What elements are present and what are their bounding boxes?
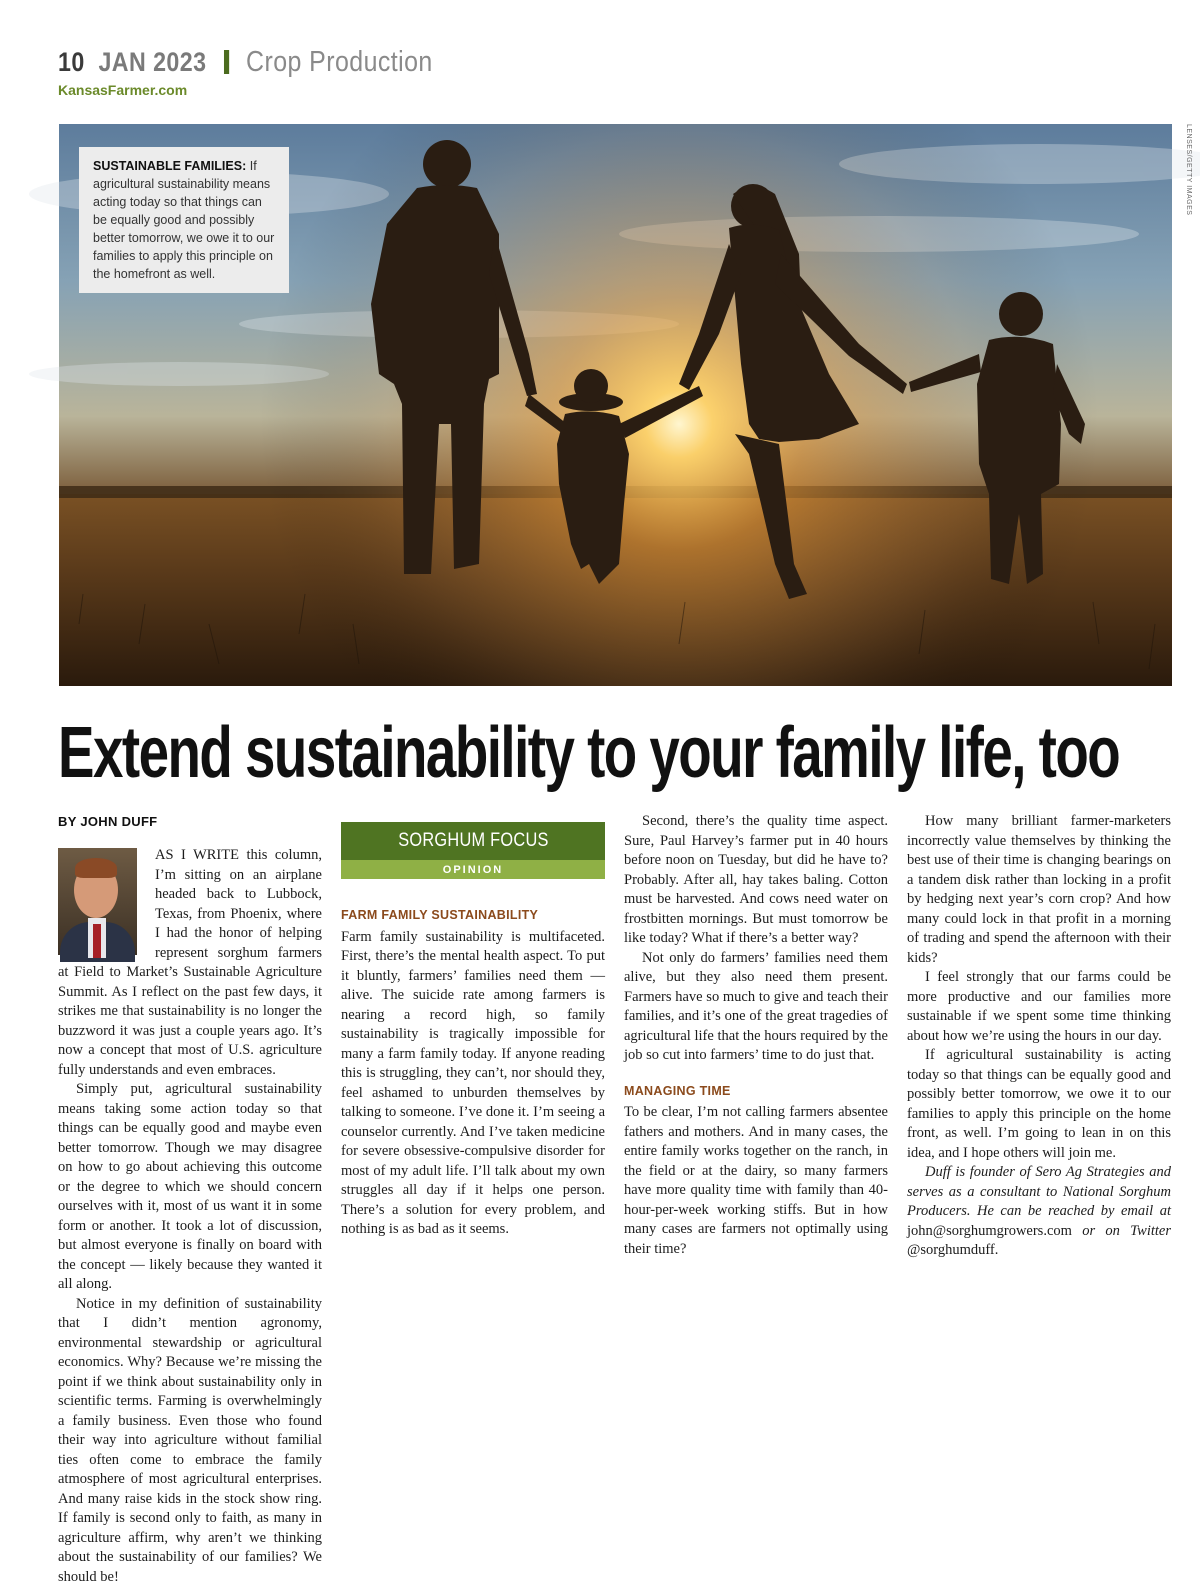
headshot-hair — [75, 858, 117, 878]
column-2-flow — [341, 906, 605, 1240]
article-column-4 — [907, 812, 1171, 1261]
paragraph-quality-time: Second, there’s the quality time aspect. Sure, Paul Harvey’s farmer put in 40 hours before noon on Tuesday, but did he have to? Probably. After all, hay takes baling. Cotton must be harvested. And cows need water on frostbitten mornings. But must tomorrow be like today? What if there’s a better way? — [624, 812, 888, 949]
bio-text-b: or on Twitter — [1072, 1223, 1171, 1239]
paragraph-present: Not only do farmers’ families need them alive, but they also need them present. Farmers have so much to give and teach their families, and it’s one of the great tragedies of agricultural life that the hours required by the job so cut into farmers’ time to do just that. — [624, 949, 888, 1066]
byline: BY JOHN DUFF — [58, 812, 322, 830]
article-column-2 — [341, 890, 605, 1240]
bio-end: . — [995, 1242, 999, 1258]
photo-credit: LENSES/GETTY IMAGES — [1174, 124, 1192, 244]
page-number: 10 — [58, 47, 85, 78]
folio-line — [58, 44, 433, 80]
column-3-flow — [624, 812, 888, 1259]
issue-date: JAN 2023 — [98, 47, 206, 78]
focus-title-bar — [341, 822, 605, 860]
author-headshot — [58, 848, 137, 955]
bio-email-link[interactable]: john@sorghumgrowers.com — [907, 1223, 1072, 1239]
article-column-1 — [58, 812, 322, 1587]
folio-divider — [224, 50, 229, 74]
article-headline: Extend sustainability to your family life, too — [58, 708, 970, 798]
paragraph-clear: To be clear, I’m not calling farmers absentee fathers and mothers. And in many cases, the entire family works together on the ranch, in the field or at the dairy, so many farmers have more quality time with family than 40-hour-per-week working stiffs. But in how many cases are farmers not optimally using their time? — [624, 1103, 888, 1259]
paragraph-conclusion: If agricultural sustainability is acting today so that things can be equally good and possibly better tomorrow, we owe it to our families to apply this principle on the home front, as well. I’m going to lean in on this idea, and I hope others will join me. — [907, 1046, 1171, 1163]
paragraph-definition: Simply put, agricultural sustainability means taking some action today so that things can be equally good and maybe even better tomorrow. Though we may disagree on how to go about achieving this outcome or the degree to which we should concern ourselves with it, most of us want it in some form or another. It took a lot of discussion, but almost everyone is finally on board with the concept — likely because they wanted it all along. — [58, 1080, 322, 1295]
subhead-managing-time: MANAGING TIME — [624, 1082, 888, 1102]
headshot-tie — [93, 924, 101, 958]
sorghum-focus-box — [341, 822, 605, 879]
caption-lead: SUSTAINABLE FAMILIES: — [93, 159, 246, 173]
site-url[interactable]: KansasFarmer.com — [58, 82, 187, 98]
paragraph-marketers: How many brilliant farmer-marketers incorrectly value themselves by thinking the best use of their time is changing bearings on a tandem disk rather than locking in a profit by hedging next year’s corn crop? And how many could lock in that profit in a morning of trading and spend the afternoon with their kids? — [907, 812, 1171, 968]
subhead-farm-family-sustainability: FARM FAMILY SUSTAINABILITY — [341, 906, 605, 926]
focus-title: SORGHUM FOCUS — [398, 830, 548, 852]
author-bio — [907, 1163, 1171, 1261]
paragraph-multifaceted: Farm family sustainability is multifaceted. First, there’s the mental health aspect. To put it bluntly, farmers’ families need them — alive. The suicide rate among farmers is nearing a record high, so family sustainability is tragically impossible for many a farm family today. If anyone reading this is struggling, they can’t, nor should they, feel ashamed to unburden themselves by talking to someone. I’ve done it. I’m seeing a counselor currently. And I’ve taken medicine for severe obsessive-compulsive disorder for most of my adult life. I’ll talk about my own struggles all day if it helps one person. There’s a solution for every problem, and nothing is as bad as it seems. — [341, 928, 605, 1240]
caption-text: If agricultural sustainability means acting today so that things can be equally good and possibly better tomorrow, we owe it to our families to apply this principle on the homefront as well. — [93, 159, 274, 281]
paragraph-productive: I feel strongly that our farms could be more productive and our families more sustainable if we spent some time thinking about how we’re using the hours in our day. — [907, 968, 1171, 1046]
section-name: Crop Production — [246, 46, 433, 79]
bio-text-a: Duff is founder of Sero Ag Strategies and serves as a consultant to National Sorghum Producers. He can be reached by email at — [907, 1164, 1171, 1219]
photo-caption — [79, 147, 289, 293]
article-column-3 — [624, 812, 888, 1259]
paragraph-notice: Notice in my definition of sustainability that I didn’t mention agronomy, environmental stewardship or agricultural economics. Why? Because we’re missing the point if we think about sustainability only in scientific terms. Farming is overwhelmingly a family business. Even those who found their way into agriculture without familial ties often come to embrace the family atmosphere of most agricultural enterprises. And many raise kids in the stock show ring. If family is second only to faith, as many in agriculture affirm, why aren’t we thinking about the sustainability of our families? We should be! — [58, 1295, 322, 1587]
paragraph-intro: AS I WRITE this column, I’m sitting on an airplane headed back to Lubbock, Texas, from Phoenix, where I had the honor of helping represent sorghum farmers at Field to Market’s Sustainable Agriculture Summit. As I reflect on the past few days, it strikes me that sustainability is no longer the buzzword it was just a couple years ago. It’s now a concept that most of U.S. agriculture fully understands and even embraces. — [58, 846, 322, 1080]
column-4-flow — [907, 812, 1171, 1261]
bio-twitter-link[interactable]: @sorghumduff — [907, 1242, 995, 1258]
opinion-label: OPINION — [341, 860, 605, 879]
